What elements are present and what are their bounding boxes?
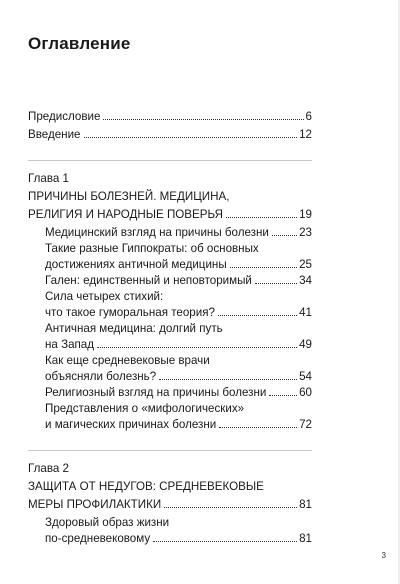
divider xyxy=(28,450,312,451)
chapter-title: МЕРЫ ПРОФИЛАКТИКИ xyxy=(28,498,162,511)
toc-entry-section[interactable] xyxy=(45,338,312,352)
leader-dots xyxy=(164,507,297,508)
leader-dots xyxy=(272,235,297,236)
entry-page: 25 xyxy=(299,258,312,271)
toc-entry-section[interactable] xyxy=(45,226,312,240)
leader-dots xyxy=(255,283,297,284)
entry-label: объясняли болезнь? xyxy=(45,370,157,383)
entry-label: Представления о «мифологических» xyxy=(45,402,245,415)
leader-dots xyxy=(226,217,297,218)
leader-dots xyxy=(159,379,297,380)
leader-dots xyxy=(218,315,297,316)
toc-entry-section[interactable] xyxy=(45,306,312,320)
entry-page: 6 xyxy=(305,110,312,123)
entry-page: 81 xyxy=(299,498,312,511)
leader-dots xyxy=(103,119,303,120)
chapter-heading: Глава 2 xyxy=(28,462,69,475)
entry-label: Здоровый образ жизни xyxy=(45,516,170,529)
entry-label: Религиозный взгляд на причины болезни xyxy=(45,386,267,399)
entry-label: Такие разные Гиппократы: об основных xyxy=(45,242,259,255)
toc-entry-preface[interactable] xyxy=(28,110,312,124)
divider xyxy=(28,160,312,161)
toc-entry-section[interactable] xyxy=(45,370,312,384)
leader-dots xyxy=(230,267,297,268)
entry-label: Как еще средневековые врачи xyxy=(45,354,210,367)
toc-entry-section[interactable] xyxy=(45,532,312,546)
entry-page: 12 xyxy=(299,128,312,141)
chapter-title: РЕЛИГИЯ И НАРОДНЫЕ ПОВЕРЬЯ xyxy=(28,208,223,221)
leader-dots xyxy=(84,137,298,138)
entry-label: Медицинский взгляд на причины болезни xyxy=(45,226,269,239)
toc-entry-section[interactable] xyxy=(45,258,312,272)
entry-label: и магических причинах болезни xyxy=(45,418,217,431)
chapter-title: ПРИЧИНЫ БОЛЕЗНЕЙ. МЕДИЦИНА, xyxy=(28,190,230,203)
entry-page: 23 xyxy=(299,226,312,239)
entry-label: Сила четырех стихий: xyxy=(45,290,164,303)
chapter-heading: Глава 1 xyxy=(28,172,69,185)
toc-entry-intro[interactable] xyxy=(28,128,312,142)
toc-entry-chapter1[interactable] xyxy=(28,208,312,222)
entry-page: 54 xyxy=(299,370,312,383)
chapter-title: ЗАЩИТА ОТ НЕДУГОВ: СРЕДНЕВЕКОВЫЕ xyxy=(28,480,264,493)
toc-entry-section[interactable] xyxy=(45,418,312,432)
leader-dots xyxy=(97,347,297,348)
toc-entry-section[interactable] xyxy=(45,386,312,400)
entry-page: 41 xyxy=(299,306,312,319)
entry-label: что такое гуморальная теория? xyxy=(45,306,215,319)
entry-page: 19 xyxy=(299,208,312,221)
entry-page: 49 xyxy=(299,338,312,351)
entry-label: Гален: единственный и неповторимый xyxy=(45,274,252,287)
leader-dots xyxy=(153,541,297,542)
entry-label: по-средневековому xyxy=(45,532,151,545)
leader-dots xyxy=(269,395,297,396)
leader-dots xyxy=(219,427,297,428)
entry-page: 81 xyxy=(299,532,312,545)
entry-label: Введение xyxy=(28,128,81,141)
page-number: 3 xyxy=(381,551,386,560)
toc-entry-section[interactable] xyxy=(45,274,312,288)
entry-label: достижениях античной медицины xyxy=(45,258,227,271)
entry-page: 60 xyxy=(299,386,312,399)
entry-page: 34 xyxy=(299,274,312,287)
entry-label: на Запад xyxy=(45,338,95,351)
entry-label: Предисловие xyxy=(28,110,101,123)
toc-entry-chapter2[interactable] xyxy=(28,498,312,512)
entry-page: 72 xyxy=(299,418,312,431)
page-title: Оглавление xyxy=(28,34,131,53)
entry-label: Античная медицина: долгий путь xyxy=(45,322,223,335)
